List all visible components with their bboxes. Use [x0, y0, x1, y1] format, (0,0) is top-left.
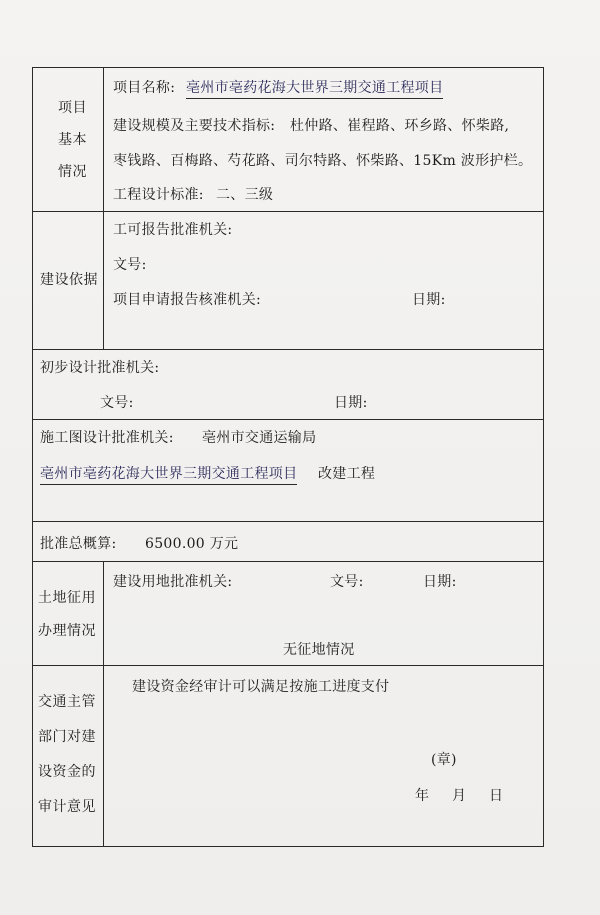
- land-date-label: 日期:: [423, 574, 457, 590]
- scale-label: 建设规模及主要技术指标:: [113, 118, 276, 134]
- project-name-label: 项目名称:: [113, 80, 176, 96]
- prelim-approval-label: 初步设计批准机关:: [40, 360, 160, 376]
- section-label-basis: 建设依据: [40, 272, 98, 288]
- land-note: 无征地情况: [283, 642, 355, 658]
- prelim-date-label: 日期:: [334, 395, 368, 411]
- seal-mark: (章): [431, 752, 457, 768]
- land-approval-label: 建设用地批准机关:: [113, 574, 233, 590]
- budget-value: 6500.00 万元: [145, 536, 239, 552]
- standard-value: 二、三级: [216, 187, 274, 203]
- section-label-audit-4: 审计意见: [38, 799, 96, 815]
- section-label-audit-2: 部门对建: [38, 729, 96, 745]
- construction-project-value: 亳州市亳药花海大世界三期交通工程项目: [40, 465, 297, 485]
- basis-doc-no-label: 文号:: [113, 257, 147, 273]
- section-label-basic-3: 情况: [58, 164, 87, 180]
- audit-opinion: 建设资金经审计可以满足按施工进度支付: [132, 679, 390, 695]
- construction-approval-value: 亳州市交通运输局: [202, 430, 317, 446]
- date-day: 日: [489, 788, 504, 804]
- column-divider: [103, 561, 104, 847]
- form-table: [32, 67, 544, 847]
- row-divider: [32, 349, 544, 350]
- section-label-audit-3: 设资金的: [38, 764, 96, 780]
- column-divider: [103, 67, 104, 349]
- project-name-value: 亳州市亳药花海大世界三期交通工程项目: [186, 79, 443, 99]
- section-label-basic-2: 基本: [58, 132, 87, 148]
- construction-approval-label: 施工图设计批准机关:: [40, 430, 174, 446]
- section-label-basic-1: 项目: [58, 100, 87, 116]
- basis-date-label: 日期:: [412, 292, 446, 308]
- section-label-audit-1: 交通主管: [38, 694, 96, 710]
- scale-line2: 枣钱路、百梅路、芍花路、司尔特路、怀柴路、15Km 波形护栏。: [113, 153, 533, 169]
- date-year: 年: [415, 788, 430, 804]
- scale-line1: 杜仲路、崔程路、环乡路、怀柴路,: [290, 118, 510, 134]
- land-doc-no-label: 文号:: [330, 574, 364, 590]
- section-label-land-1: 土地征用: [38, 590, 96, 606]
- standard-label: 工程设计标准:: [113, 187, 204, 203]
- row-divider: [32, 419, 544, 420]
- row-divider: [32, 521, 544, 522]
- feasibility-label: 工可报告批准机关:: [113, 222, 233, 238]
- section-label-land-2: 办理情况: [38, 623, 96, 639]
- row-divider: [32, 665, 544, 666]
- row-divider: [32, 211, 544, 212]
- construction-project-suffix: 改建工程: [318, 466, 376, 482]
- row-divider: [32, 561, 544, 562]
- prelim-doc-no-label: 文号:: [100, 395, 134, 411]
- date-month: 月: [452, 788, 467, 804]
- application-label: 项目申请报告核准机关:: [113, 292, 262, 308]
- budget-label: 批准总概算:: [40, 536, 117, 552]
